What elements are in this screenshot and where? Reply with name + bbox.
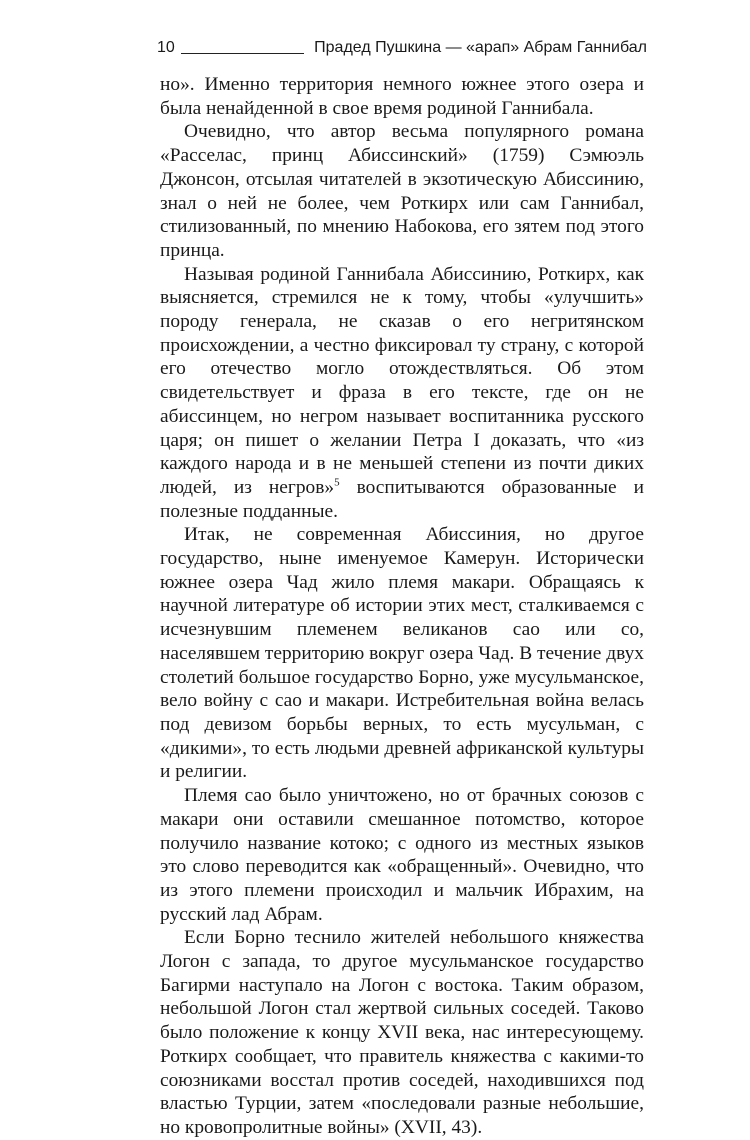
paragraph-5: Племя сао было уничтожено, но от брачных союзов с макари они оставили смешанное потомство, которое получило название котоко; с одного из местных языков это слово переводится как «обращенный». Очевидно, что из этого племени происходил и мальчик Ибрахим, на русский лад Абрам. (160, 785, 644, 925)
paragraph-3-text: Называя родиной Ганнибала Абиссинию, Роткирх, как выясняется, стремился не к тому, чтобы «улучшить» породу генерала, не сказав о его негритянском происхождении, а честно фиксировал ту страну, с которой его отечество могло отождествляться. Об этом свидетельствует и фраза в его тексте, где он не абиссинцем, но негром называет воспитанника русского царя; он пишет о желании Петра I доказать, что «из каждого народа и в не меньшей степени из почти диких людей, из негров» (160, 263, 644, 498)
paragraph-3-text-end: воспитываются образованные и полезные подданные. (160, 476, 644, 522)
paragraph-3 (160, 263, 644, 524)
paragraph-6: Если Борно теснило жителей небольшого княжества Логон с запада, то другое мусульманское государство Багирми наступало на Логон с востока. Таким образом, небольшой Логон стал жертвой сильных соседей. Таково было положение к концу XVII века, нас интересующему. Роткирх сообщает, что правитель княжества с какими-то союзниками восстал против соседей, находившихся под властью Турции, затем «последовали разные небольшие, но кровопролитные войны» (XVII, 43). (160, 927, 644, 1138)
header-rule (181, 53, 304, 54)
paragraph-1: но». Именно территория немного южнее этого озера и была ненайденной в свое время родиной Ганнибала. (160, 74, 644, 119)
running-header (157, 40, 647, 56)
paragraph-4: Итак, не современная Абиссиния, но другое государство, ныне именуемое Камерун. Исторически южнее озера Чад жило племя макари. Обращаясь к научной литературе об истории этих мест, сталкиваемся с исчезнувшим племенем великанов сао или со, населявшем территорию вокруг озера Чад. В течение двух столетий большое государство Борно, уже мусульманское, вело войну с сао и макари. Истребительная война велась под девизом борьбы верных, то есть мусульман, с «дикими», то есть людьми древней африканской культуры и религии. (160, 524, 644, 783)
running-title: Прадед Пушкина — «арап» Абрам Ганнибал (314, 39, 647, 56)
page-number: 10 (157, 39, 175, 56)
footnote-reference[interactable]: 5 (334, 476, 340, 489)
body-text (160, 73, 644, 1140)
paragraph-2: Очевидно, что автор весьма популярного романа «Расселас, принц Абиссинский» (1759) Сэмюэль Джонсон, отсылая читателей в экзотическую Абиссинию, знал о ней не более, чем Роткирх или сам Ганнибал, стилизованный, по мнению Набокова, его зятем под этого принца. (160, 121, 644, 261)
